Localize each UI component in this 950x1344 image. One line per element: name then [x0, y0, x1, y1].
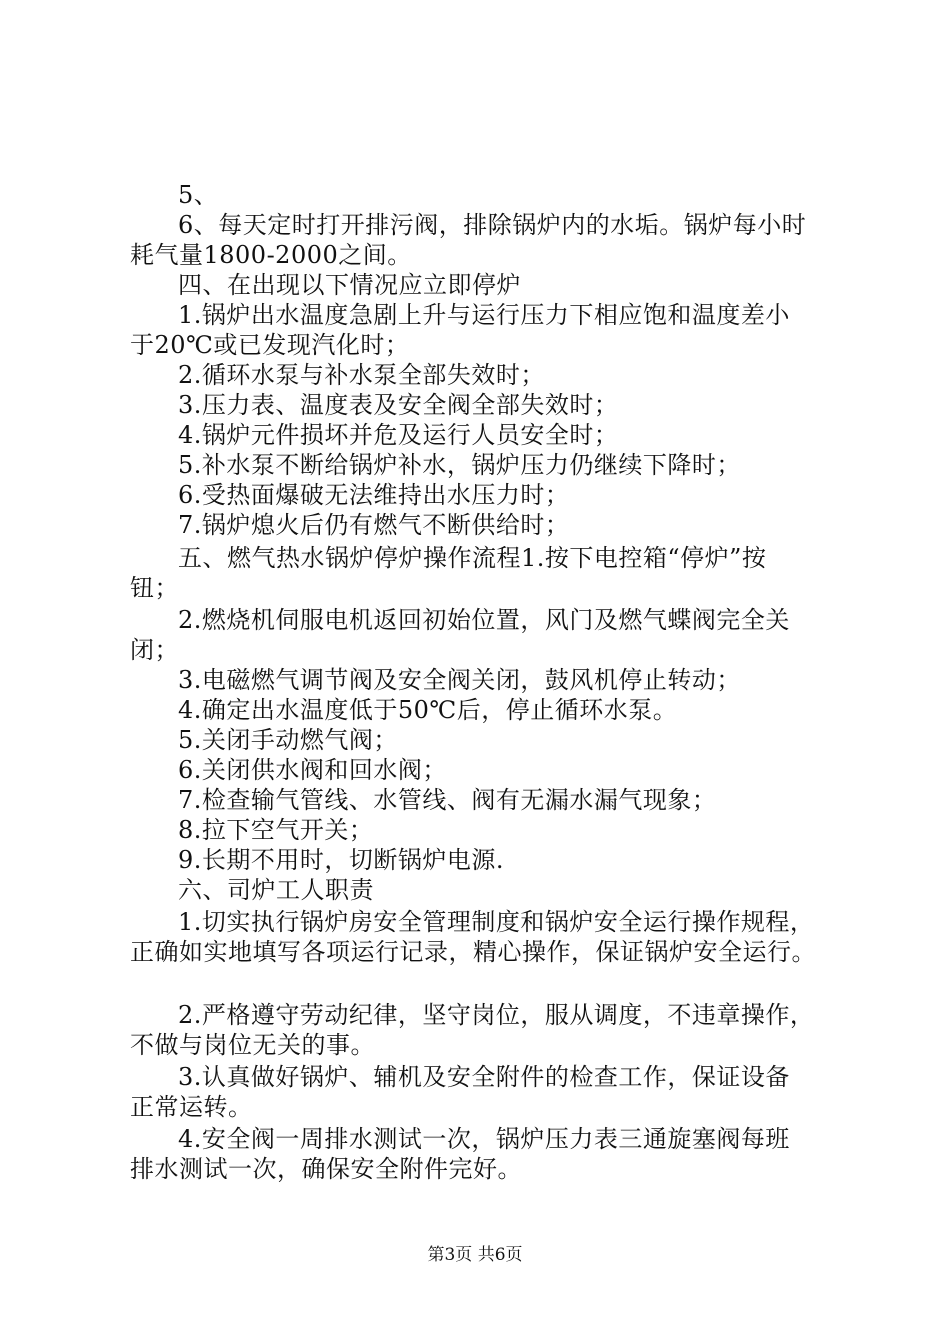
text-line: 4.锅炉元件损坏并危及运行人员安全时； [178, 421, 619, 449]
text-line: 5.补水泵不断给锅炉补水，锅炉压力仍继续下降时； [178, 451, 741, 479]
text-line: 6.关闭供水阀和回水阀； [178, 756, 447, 784]
text-line: 3.认真做好锅炉、辅机及安全附件的检查工作，保证设备 [178, 1063, 790, 1091]
page-number-footer: 第3页 共6页 [427, 1245, 523, 1265]
text-line: 不做与岗位无关的事。 [130, 1031, 375, 1059]
text-line: 正常运转。 [130, 1093, 253, 1121]
text-line: 2.燃烧机伺服电机返回初始位置，风门及燃气蝶阀完全关 [178, 606, 790, 634]
text-line: 1.锅炉出水温度急剧上升与运行压力下相应饱和温度差小 [178, 301, 790, 329]
text-line: 7.锅炉熄火后仍有燃气不断供给时； [178, 511, 570, 539]
text-line: 2.严格遵守劳动纪律，坚守岗位，服从调度，不违章操作， [178, 1001, 815, 1029]
text-line: 5.关闭手动燃气阀； [178, 726, 398, 754]
text-line: 3.压力表、温度表及安全阀全部失效时； [178, 391, 619, 419]
text-line: 5、 [178, 181, 219, 209]
section-heading: 六、司炉工人职责 [178, 876, 374, 904]
text-line: 于20℃或已发现汽化时； [130, 331, 410, 359]
text-line: 1.切实执行锅炉房安全管理制度和锅炉安全运行操作规程， [178, 908, 815, 936]
text-line: 9.长期不用时，切断锅炉电源. [178, 846, 505, 874]
text-line: 7.检查输气管线、水管线、阀有无漏水漏气现象； [178, 786, 717, 814]
text-line: 8.拉下空气开关； [178, 816, 374, 844]
text-line: 2.循环水泵与补水泵全部失效时； [178, 361, 545, 389]
text-line: 4.确定出水温度低于50℃后，停止循环水泵。 [178, 696, 678, 724]
text-line: 6.受热面爆破无法维持出水压力时； [178, 481, 570, 509]
text-line: 钮； [130, 574, 179, 602]
section-heading: 五、燃气热水锅炉停炉操作流程1.按下电控箱“停炉”按 [178, 544, 767, 572]
text-line: 3.电磁燃气调节阀及安全阀关闭，鼓风机停止转动； [178, 666, 741, 694]
text-line: 4.安全阀一周排水测试一次，锅炉压力表三通旋塞阀每班 [178, 1125, 790, 1153]
section-heading: 四、在出现以下情况应立即停炉 [178, 271, 521, 299]
text-line: 闭； [130, 636, 179, 664]
text-line: 耗气量1800-2000之间。 [130, 241, 412, 269]
text-line: 6、每天定时打开排污阀，排除锅炉内的水垢。锅炉每小时 [178, 211, 807, 239]
text-line: 排水测试一次，确保安全附件完好。 [130, 1155, 522, 1183]
text-line: 正确如实地填写各项运行记录，精心操作，保证锅炉安全运行。 [130, 938, 816, 966]
